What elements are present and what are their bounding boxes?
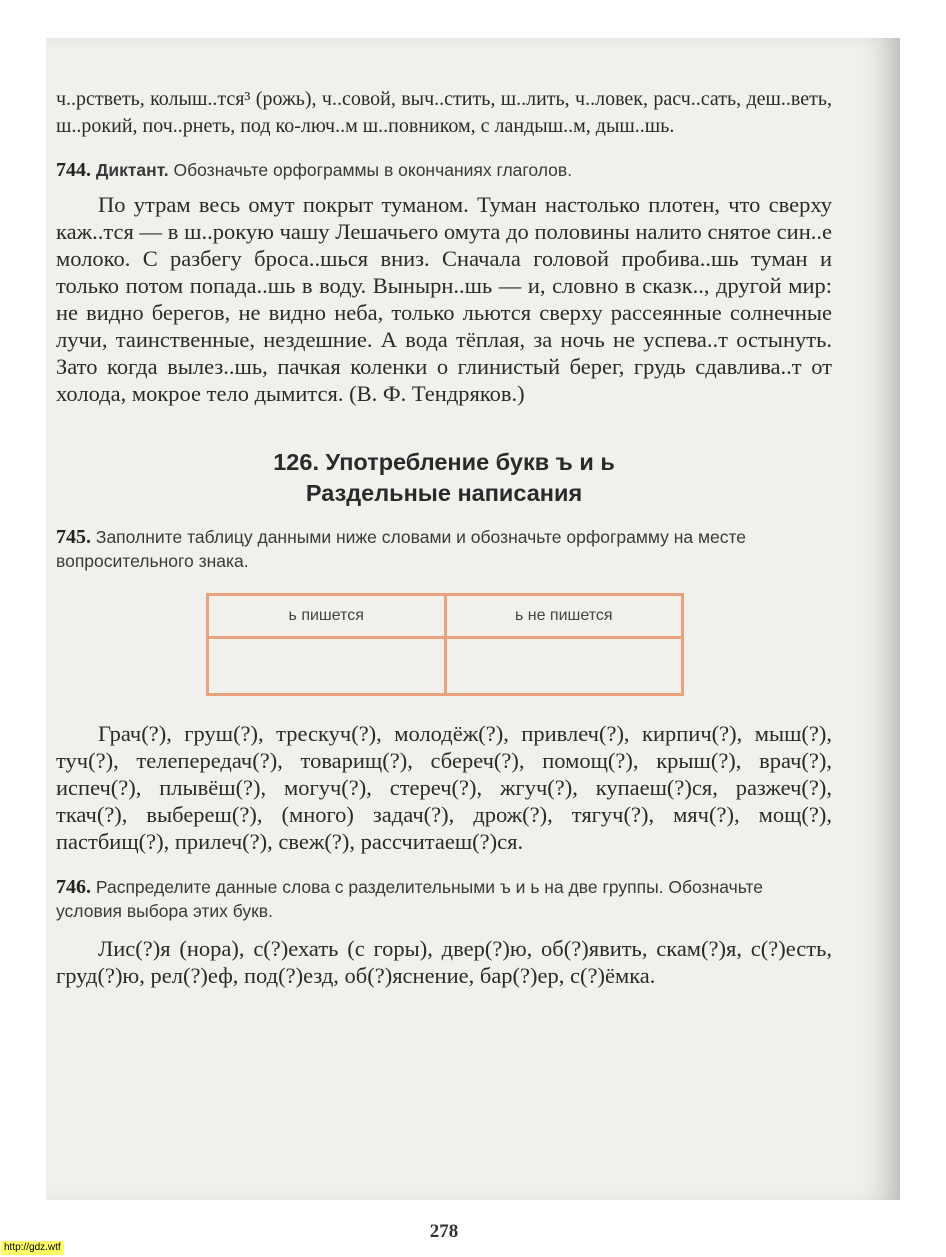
- section-title-line2: Раздельные написания: [305, 480, 583, 506]
- exercise-745-instruction: Заполните таблицу данными ниже словами и обозначьте орфограмму на месте вопросительного знака.: [56, 527, 747, 571]
- exercise-746-instruction: Распределите данные слова с разделительными ъ и ь на две группы. Обозначьте условия выбора этих букв.: [56, 877, 764, 921]
- table-cell-empty: [208, 638, 446, 695]
- book-page: [46, 38, 900, 1242]
- exercise-745-number: 745.: [56, 526, 91, 548]
- exercise-744-task: [56, 158, 832, 182]
- table-header-soft-sign: ь пишется: [208, 595, 446, 638]
- exercise-745-task: [56, 525, 832, 573]
- exercise-744-label: Диктант.: [95, 160, 169, 180]
- section-title-line1: 126. Употребление букв ъ и ь: [273, 449, 615, 475]
- table-cell-empty: [445, 638, 683, 695]
- section-heading: [56, 447, 832, 509]
- table-header-no-soft-sign: ь не пишется: [445, 595, 683, 638]
- exercise-746-words: Лис(?)я (нора), с(?)ехать (с горы), двер(?)ю, об(?)явить, скам(?)я, с(?)есть, груд(?)ю, рел(?)еф, под(?)езд, об(?)яснение, бар(?)ер, с(?)ёмка.: [56, 936, 832, 988]
- page-number: 278: [429, 1221, 459, 1242]
- exercise-744-number: 744.: [56, 159, 91, 181]
- exercise-745-words: Грач(?), груш(?), трескуч(?), молодёж(?), привлеч(?), кирпич(?), мыш(?), туч(?), телепередач(?), товарищ(?), сбереч(?), помощ(?), крыш(?), врач(?), испеч(?), плывёш(?), могуч(?), стереч(?), жгуч(?), купаеш(?)ся, разжеч(?), ткач(?), выбереш(?), (много) задач(?), дрож(?), тягуч(?), мяч(?), мощ(?), пастбищ(?), прилеч(?), свеж(?), рассчитаеш(?)ся.: [56, 721, 832, 854]
- exercise-746-number: 746.: [56, 876, 91, 898]
- page-content: [56, 86, 832, 1242]
- top-paragraph: ч..рстветь, колыш..тся³ (рожь), ч..совой, выч..стить, ш..лить, ч..ловек, расч..сать, деш..веть, ш..рокий, поч..рнеть, под ко-люч..м ш..повником, с ландыш..м, дыш..шь.: [56, 88, 832, 137]
- watermark-link[interactable]: http://gdz.wtf: [1, 1241, 64, 1255]
- exercise-745-table: [206, 593, 684, 696]
- exercise-744-text: По утрам весь омут покрыт туманом. Туман настолько плотен, что сверху каж..тся — в ш..рокую чашу Лешачьего омута до половины налито снятое син..е молоко. С разбегу броса..шься вниз. Сначала головой пробива..шь туман и только потом попада..шь в воду. Вынырн..шь — и, словно в сказк.., другой мир: не видно берегов, не видно неба, только льются сверху рассеянные солнечные лучи, таинственные, нездешние. А вода тёплая, за ночь не успева..т остынуть. Зато когда вылез..шь, пачкая коленки о глинистый берег, грудь сдавлива..т от холода, мокрое тело дымится. (В. Ф. Тендряков.): [56, 192, 832, 406]
- exercise-744-instruction: Обозначьте орфограммы в окончаниях глаголов.: [173, 160, 573, 180]
- table-header-row: [208, 595, 683, 638]
- table-empty-row: [208, 638, 683, 695]
- exercise-746-task: [56, 875, 832, 923]
